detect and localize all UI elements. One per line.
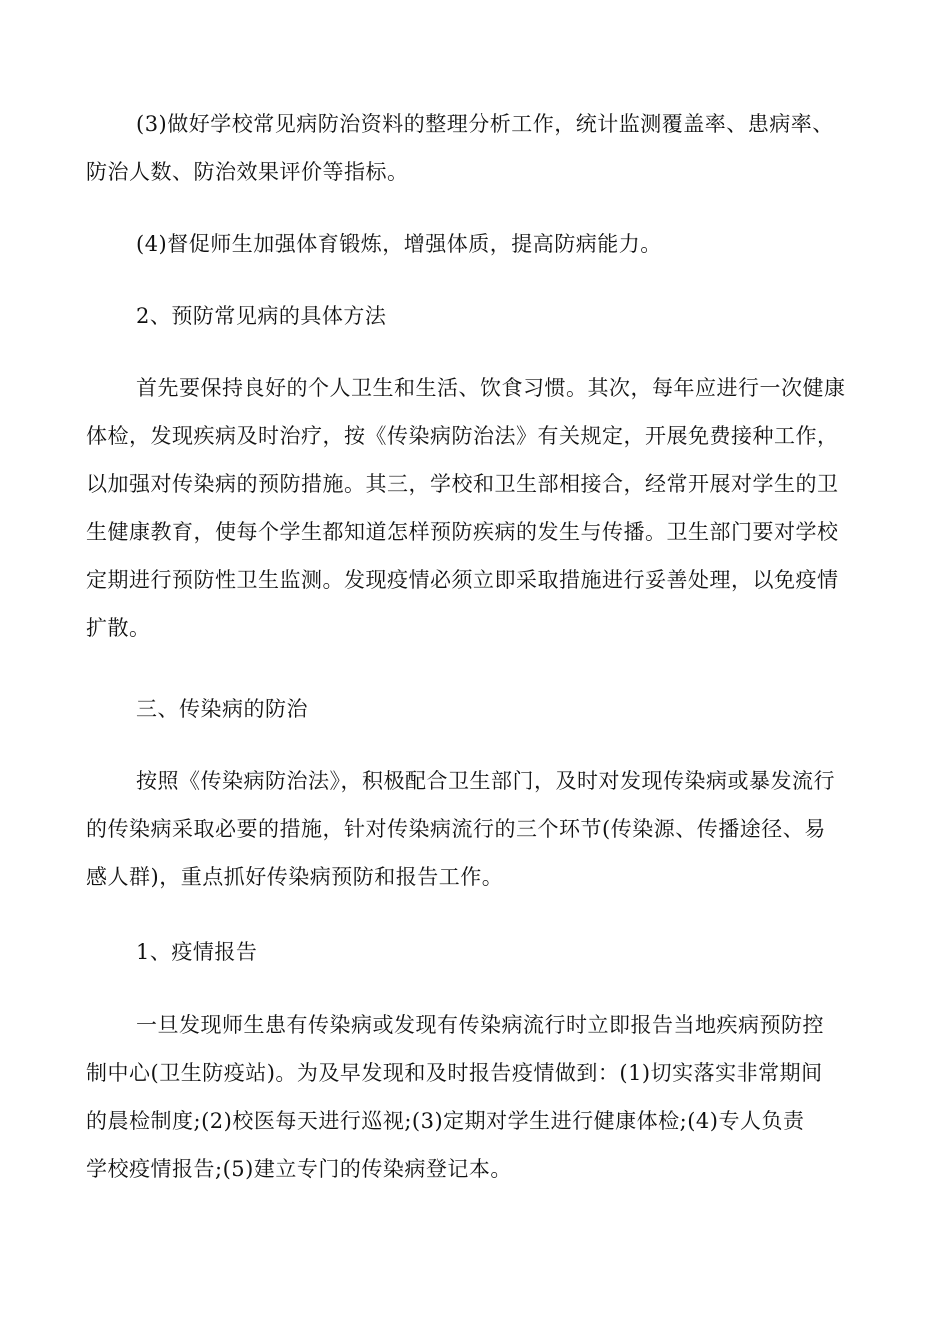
text-line: 体检，发现疾病及时治疗，按《传染病防治法》有关规定，开展免费接种工作， [86, 424, 839, 448]
heading-text: 2、预防常见病的具体方法 [136, 304, 387, 328]
text-line: 制中心(卫生防疫站)。为及早发现和及时报告疫情做到：(1)切实落实非常期间 [86, 1061, 823, 1085]
text-line: 定期进行预防性卫生监测。发现疫情必须立即采取措施进行妥善处理，以免疫情 [86, 568, 839, 592]
text-line: 的晨检制度;(2)校医每天进行巡视;(3)定期对学生进行健康体检;(4)专人负责 [86, 1109, 805, 1133]
heading-text: 三、传染病的防治 [136, 697, 308, 721]
paragraph-infectious-disease [86, 757, 876, 901]
text-line: (4)督促师生加强体育锻炼，增强体质，提高防病能力。 [136, 232, 662, 256]
section-heading-infectious-disease [86, 685, 876, 733]
text-line: 一旦发现师生患有传染病或发现有传染病流行时立即报告当地疾病预防控 [136, 1013, 824, 1037]
paragraph-report [86, 1001, 876, 1193]
text-line: 的传染病采取必要的措施，针对传染病流行的三个环节(传染源、传播途径、易 [86, 817, 826, 841]
section-heading-report [86, 928, 876, 976]
text-line: 扩散。 [86, 616, 151, 640]
text-line: 首先要保持良好的个人卫生和生活、饮食习惯。其次，每年应进行一次健康 [136, 376, 846, 400]
text-line: (3)做好学校常见病防治资料的整理分析工作，统计监测覆盖率、患病率、 [136, 112, 834, 136]
text-line: 以加强对传染病的预防措施。其三，学校和卫生部相接合，经常开展对学生的卫 [86, 472, 839, 496]
section-heading-methods [86, 292, 876, 340]
text-line: 学校疫情报告;(5)建立专门的传染病登记本。 [86, 1157, 512, 1181]
paragraph-item-3 [86, 100, 876, 196]
text-line: 防治人数、防治效果评价等指标。 [86, 160, 409, 184]
text-line: 按照《传染病防治法》，积极配合卫生部门，及时对发现传染病或暴发流行 [136, 769, 835, 793]
paragraph-methods [86, 364, 876, 652]
paragraph-item-4 [86, 220, 876, 268]
text-line: 生健康教育，使每个学生都知道怎样预防疾病的发生与传播。卫生部门要对学校 [86, 520, 839, 544]
text-line: 感人群)，重点抓好传染病预防和报告工作。 [86, 865, 504, 889]
heading-text: 1、疫情报告 [136, 940, 258, 964]
